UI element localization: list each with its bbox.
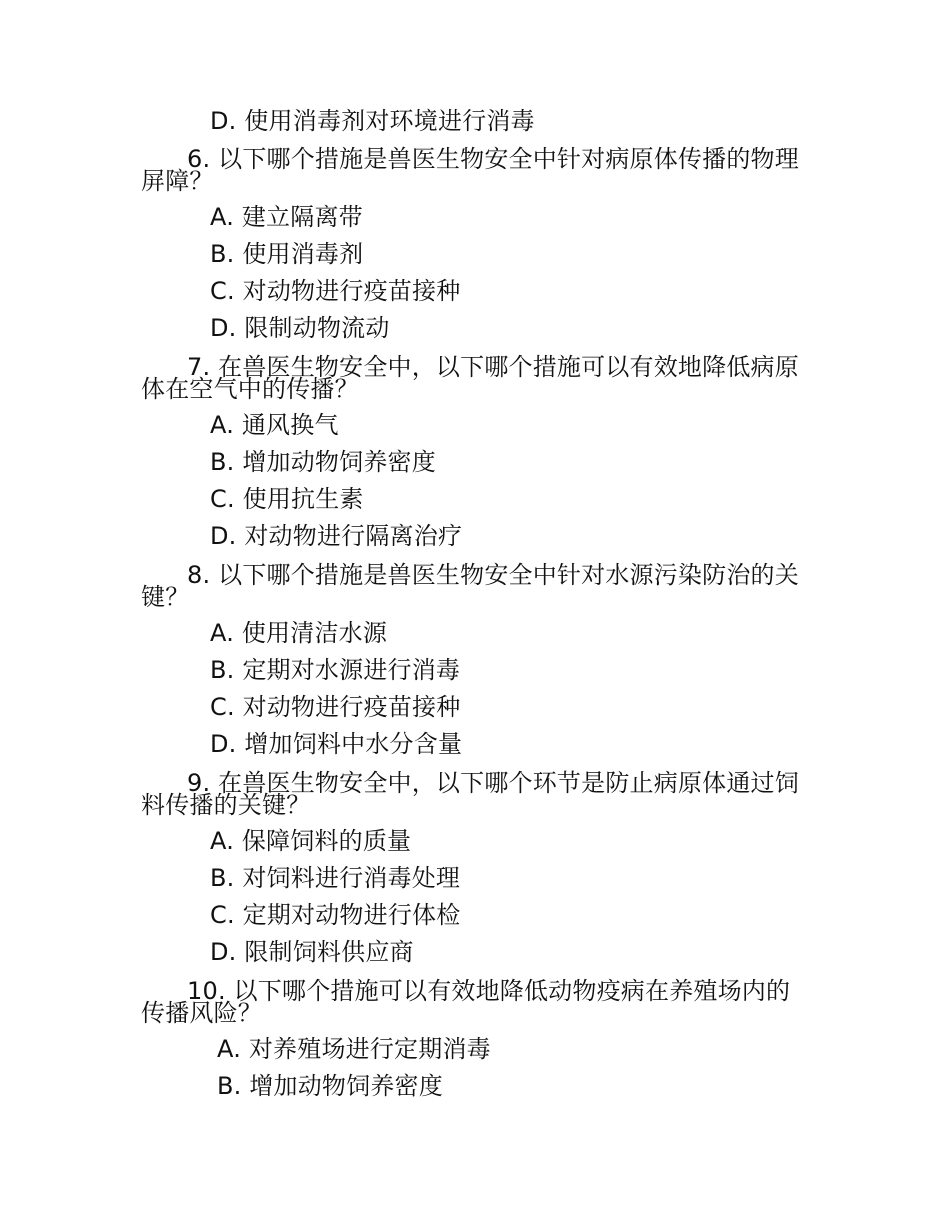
question-9-option-b: B. 对饲料进行消毒处理: [210, 864, 461, 892]
question-8-text-line2: 键？: [141, 583, 190, 611]
question-10-text-line1: 10. 以下哪个措施可以有效地降低动物疫病在养殖场内的: [187, 977, 791, 1005]
question-7-option-c: C. 使用抗生素: [210, 485, 364, 513]
carryover-option: D. 使用消毒剂对环境进行消毒: [210, 107, 535, 135]
question-6-option-a: A. 建立隔离带: [210, 203, 363, 231]
question-6-text-line1: 6. 以下哪个措施是兽医生物安全中针对病原体传播的物理: [187, 145, 799, 173]
question-10-option-b: B. 增加动物饲养密度: [217, 1072, 443, 1100]
question-8-option-c: C. 对动物进行疫苗接种: [210, 693, 461, 721]
question-8-option-b: B. 定期对水源进行消毒: [210, 656, 461, 684]
question-8-text-line1: 8. 以下哪个措施是兽医生物安全中针对水源污染防治的关: [187, 561, 799, 589]
question-9-option-c: C. 定期对动物进行体检: [210, 901, 461, 929]
question-8-option-d: D. 增加饲料中水分含量: [210, 730, 463, 758]
question-7-option-a: A. 通风换气: [210, 411, 339, 439]
question-10-text-line2: 传播风险？: [141, 999, 262, 1027]
question-7-text-line1: 7. 在兽医生物安全中，以下哪个措施可以有效地降低病原: [187, 353, 799, 381]
question-7-option-d: D. 对动物进行隔离治疗: [210, 522, 463, 550]
question-7-text-line2: 体在空气中的传播？: [141, 375, 359, 403]
question-8-option-a: A. 使用清洁水源: [210, 619, 388, 647]
question-6-option-c: C. 对动物进行疫苗接种: [210, 277, 461, 305]
question-9-option-a: A. 保障饲料的质量: [210, 827, 412, 855]
question-6-option-d: D. 限制动物流动: [210, 314, 390, 342]
question-6-option-b: B. 使用消毒剂: [210, 240, 364, 268]
question-9-text-line1: 9. 在兽医生物安全中，以下哪个环节是防止病原体通过饲: [187, 769, 799, 797]
question-9-text-line2: 料传播的关键？: [141, 791, 311, 819]
question-9-option-d: D. 限制饲料供应商: [210, 938, 414, 966]
question-7-option-b: B. 增加动物饲养密度: [210, 448, 436, 476]
question-6-text-line2: 屏障？: [141, 167, 214, 195]
question-10-option-a: A. 对养殖场进行定期消毒: [217, 1035, 491, 1063]
